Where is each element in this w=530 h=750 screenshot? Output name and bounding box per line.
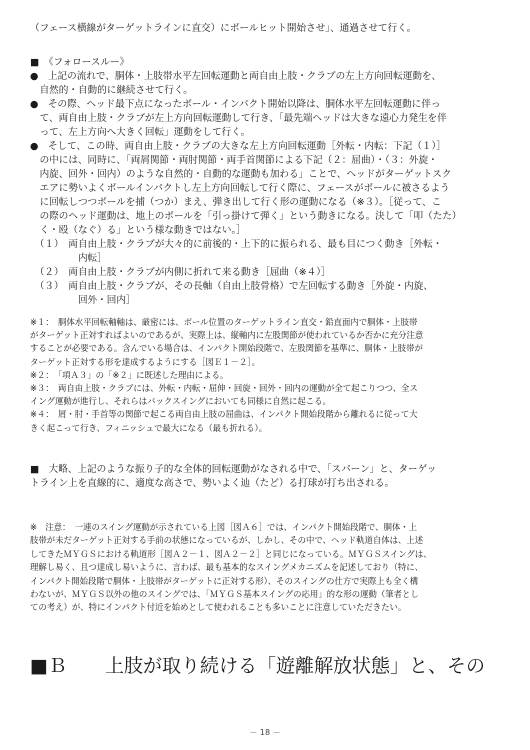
text-line: ● そして、この時、両自由上肢・クラブの大きな左上方向回転運動［外転・内転：下記（１）］ [30,141,446,152]
text-line: がターゲット正対すればよいのであるが、実際上は、縦軸内に左股関節が使われているか否かに充分注意 [30,330,424,341]
text-line: 内旋、回外・回内）のような自然的・自動的な運動も加わる」ことで、ヘッドがターゲットスク [30,169,452,180]
continued-paragraph [30,22,504,36]
caution-note [30,521,504,615]
text-line: ※３： 両自由上肢・クラブには、外転・内転・屈伸・回旋・回外・回内の運動が全て起こりつつ、全ス [30,383,418,394]
text-line: （３） 両自由上肢・クラブが、その長軸（自由上肢骨格）で左回転する動き［外旋・内旋、 [30,281,433,292]
text-line: インパクト開始段階で胴体・上肢帯がターゲットに正対する形）、そのスイングの仕方で実際上も全く構 [30,575,419,586]
section-heading-b: ■Ｂ 上肢が取り続ける「遊離解放状態」と、その [30,655,485,677]
text-line: 内転］ [30,253,107,264]
text-line: ※２： 「項Ａ３」の「※２」に既述した理由による。 [30,369,229,380]
text-line: （フェース横線がターゲットラインに直交）にボールヒット開始させ」、通過させて行く。 [30,23,417,34]
text-line: エアに勢いよくボールインパクトし左上方向回転して行く際に、フェースがボールに被さるよう [30,183,450,194]
text-line: トライン上を直線的に、適度な高さで、勢いよく辿（たど）る打球が打ち出される。 [30,478,395,489]
page-number: － 18 － [249,728,281,737]
text-line: ての考え）が、特にインパクト付近を始めとして使われることも多いことに注意していただきたい。 [30,602,407,613]
text-line: ※１： 胴体水平回転軸軸は、厳密には、ボール位置のターゲットライン直交・鉛直面内で胴体・上肢帯 [30,317,418,327]
text-line: 肢帯が未だターゲット正対する手前の状態になっているが、しかし、その中で、ヘッド軌道自体は、上述 [30,535,424,546]
text-line: することが必要である。含んでいる場合は、インパクト開始段階で、左股関節を基準に、胴体・上肢帯が [30,343,423,354]
footnotes-block [30,316,504,435]
text-line: の中には、同時に、「両屑関節・両肘関節・両手首関節による下記（２：屈曲）・（３：外旋・ [30,155,438,166]
text-line: イング運動が進行し、それらはバックスイングにおいても同様に自然に起こる。 [30,396,331,407]
text-line: ターゲット正対する形を達成するようにする［図Ｅ１－２］。 [30,356,260,367]
text-line: ※４： 屑・肘・手首等の関節で起こる両自由上肢の屈曲は、インパクト開始段階から離れるに従って大 [30,409,418,420]
text-line: （１） 両自由上肢・クラブが大々的に前後的・上下的に振られる、最も目につく動き［外転・ [30,239,443,250]
text-line: て、両自由上肢・クラブが左上方向回転運動して行き、「最先端ヘッドは大きな遠心力発生を伴 [30,113,447,124]
text-line: ● 上記の流れで、胴体・上肢帯水平左回転運動と両自由上肢・クラブの左上方向回転運動を、 [30,71,442,82]
follow-through-section [30,56,504,308]
text-line: 回外・回内］ [30,295,136,306]
text-line: きく起こって行き、フィニッシュで最大になる（最も折れる）。 [30,422,267,433]
text-line: の際のヘッド運動は、地上のボールを「引っ掛けて弾く」という動きになる。決して「叩（たた） [30,211,462,222]
text-line: に回転しつつボールを捕（つか）まえ、弾き出して行く形の運動になる（※３）。［従って、こ [30,197,442,208]
text-line: ● その際、ヘッド最下点になったボール・インパクト開始以降は、胴体水平左回転運動に伴っ [30,99,441,110]
text-line: してきたＭＹＧＳにおける軌道形［図Ａ２－１、図Ａ２－２］と同じになっている。ＭＹＧＳスイングは、 [30,548,432,559]
text-line: って、左上方向へ大きく回転」運動をして行く。 [30,127,251,138]
text-line: ※ 注意： 一連のスイング運動が示されている上図［図Ａ６］では、インパクト開始段階で、胴体・上 [30,522,417,532]
text-line: わないが、ＭＹＧＳ以外の他のスイングでは、「ＭＹＧＳ基本スイングの応用」的な形の運動（筆者とし [30,589,419,600]
text-line: く・殴（なぐ）る」という様な動きではない。］ [30,225,246,236]
text-line: ■ 大略、上記のような振り子的な全体的回転運動がなされる中で、「スパーン」と、ターゲッ [30,464,437,475]
text-line: 理解し易く、且つ達成し易いように、言わば、最も基本的なスイングメカニズムを記述しており（特に、 [30,562,424,573]
text-line: （２） 両自由上肢・クラブが内側に折れて来る動き［屈曲（※４）］ [30,267,331,278]
summary-paragraph [30,463,504,491]
text-line: ■ 《フォロースルー》 [30,57,130,68]
text-line: 自然的・自動的に継続させて行く。 [30,85,193,96]
